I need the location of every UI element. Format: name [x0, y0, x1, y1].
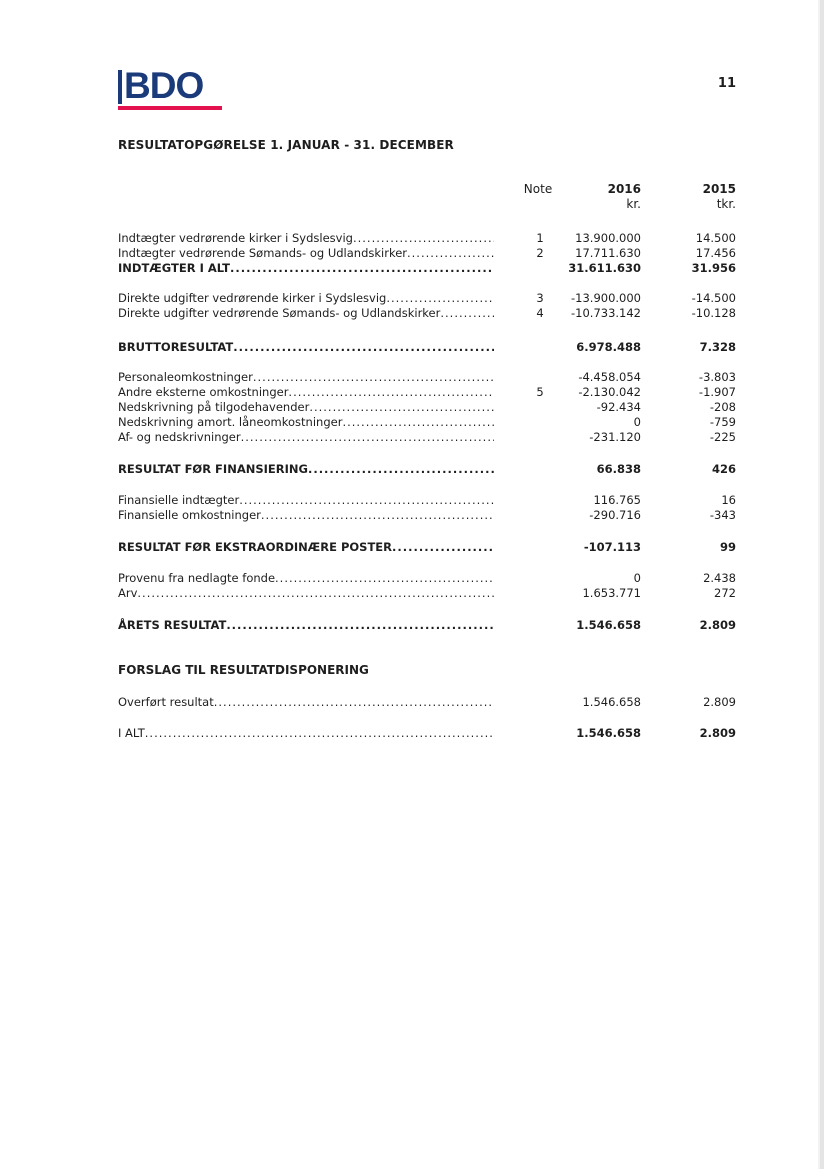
row-value-2015: 272	[714, 586, 736, 600]
row-value-2015: -343	[709, 508, 736, 522]
row-label: BRUTTORESULTAT .....	[118, 340, 494, 355]
row-value-2016: 116.765	[593, 493, 641, 507]
table-row	[0, 430, 824, 445]
table-row	[0, 385, 824, 400]
table-row	[0, 246, 824, 261]
row-value-2016: 6.978.488	[576, 340, 641, 354]
row-value-2015: 2.809	[703, 695, 736, 709]
row-note: 3	[536, 291, 544, 305]
table-row	[0, 508, 824, 523]
row-value-2016: 0	[633, 571, 641, 585]
row-value-2016: 1.546.658	[582, 695, 641, 709]
row-value-2016: 0	[633, 415, 641, 429]
unit-2016: kr.	[626, 197, 641, 211]
year-2015-header: 2015	[702, 182, 736, 196]
row-value-2016: -4.458.054	[578, 370, 641, 384]
table-row	[0, 261, 824, 276]
table-row	[0, 462, 824, 477]
row-value-2015: -14.500	[691, 291, 736, 305]
row-value-2015: 17.456	[695, 246, 736, 260]
row-label: Indtægter vedrørende Sømands- og Udlandskirker .....	[118, 246, 494, 261]
row-label: Nedskrivning på tilgodehavender .....	[118, 400, 494, 415]
row-value-2016: -231.120	[589, 430, 641, 444]
table-row	[0, 493, 824, 508]
row-value-2015: 14.500	[695, 231, 736, 245]
row-value-2015: -1.907	[698, 385, 736, 399]
table-row	[0, 540, 824, 555]
row-label: Provenu fra nedlagte fonde .....	[118, 571, 494, 586]
row-value-2016: -2.130.042	[578, 385, 641, 399]
column-header-row	[0, 182, 824, 197]
row-value-2015: 2.809	[699, 618, 736, 632]
row-label: Nedskrivning amort. låneomkostninger .....	[118, 415, 494, 430]
row-label: ÅRETS RESULTAT .....	[118, 618, 494, 633]
year-2016-header: 2016	[607, 182, 641, 196]
row-label: RESULTAT FØR FINANSIERING .....	[118, 462, 494, 477]
row-value-2015: 2.809	[699, 726, 736, 740]
row-value-2016: 66.838	[596, 462, 641, 476]
row-value-2016: 1.546.658	[576, 726, 641, 740]
unit-header-row	[0, 197, 824, 212]
row-label: Arv .....	[118, 586, 494, 601]
table-row	[0, 306, 824, 321]
row-label: Andre eksterne omkostninger .....	[118, 385, 494, 400]
row-label: Finansielle omkostninger .....	[118, 508, 494, 523]
row-value-2015: 426	[711, 462, 736, 476]
row-note: 5	[536, 385, 544, 399]
row-value-2015: 16	[721, 493, 736, 507]
row-value-2015: -759	[709, 415, 736, 429]
row-value-2016: -13.900.000	[571, 291, 641, 305]
bdo-logo	[118, 65, 224, 110]
row-note: 1	[536, 231, 544, 245]
table-row	[0, 618, 824, 633]
table-row	[0, 415, 824, 430]
page-number: 11	[717, 76, 736, 91]
row-note: 4	[536, 306, 544, 320]
section-title: FORSLAG TIL RESULTATDISPONERING	[118, 663, 369, 677]
row-value-2015: -208	[709, 400, 736, 414]
table-row	[0, 586, 824, 601]
logo-bar	[118, 70, 122, 104]
table-row	[0, 400, 824, 415]
row-value-2016: 1.546.658	[576, 618, 641, 632]
logo-text: BDO	[124, 65, 204, 106]
row-value-2015: 99	[719, 540, 736, 554]
row-value-2016: -92.434	[596, 400, 641, 414]
row-value-2016: 31.611.630	[568, 261, 641, 275]
row-value-2016: -10.733.142	[571, 306, 641, 320]
row-value-2016: 17.711.630	[575, 246, 641, 260]
note-header: Note	[523, 182, 553, 196]
row-value-2016: -107.113	[583, 540, 641, 554]
row-label: Direkte udgifter vedrørende kirker i Sydslesvig .....	[118, 291, 494, 306]
row-value-2015: 31.956	[691, 261, 736, 275]
row-label: Overført resultat .....	[118, 695, 494, 710]
table-row	[0, 231, 824, 246]
row-label: Personaleomkostninger .....	[118, 370, 494, 385]
row-value-2016: -290.716	[589, 508, 641, 522]
table-row	[0, 340, 824, 355]
row-value-2016: 1.653.771	[582, 586, 641, 600]
table-row	[0, 370, 824, 385]
row-value-2015: -3.803	[698, 370, 736, 384]
row-label: Indtægter vedrørende kirker i Sydslesvig .....	[118, 231, 494, 246]
row-value-2015: 2.438	[703, 571, 736, 585]
page-title: RESULTATOPGØRELSE 1. JANUAR - 31. DECEMBER	[118, 138, 454, 152]
row-value-2016: 13.900.000	[575, 231, 641, 245]
unit-2015: tkr.	[716, 197, 736, 211]
table-row	[0, 291, 824, 306]
row-label: INDTÆGTER I ALT .....	[118, 261, 494, 276]
table-row	[0, 695, 824, 710]
row-value-2015: 7.328	[699, 340, 736, 354]
row-value-2015: -10.128	[691, 306, 736, 320]
row-note: 2	[536, 246, 544, 260]
table-row	[0, 726, 824, 741]
logo-underline	[118, 106, 222, 110]
row-label: RESULTAT FØR EKSTRAORDINÆRE POSTER .....	[118, 540, 494, 555]
row-label: Direkte udgifter vedrørende Sømands- og Udlandskirker .....	[118, 306, 494, 321]
table-row	[0, 571, 824, 586]
row-value-2015: -225	[709, 430, 736, 444]
row-label: Af- og nedskrivninger .....	[118, 430, 494, 445]
row-label: I ALT .....	[118, 726, 494, 741]
row-label: Finansielle indtægter .....	[118, 493, 494, 508]
